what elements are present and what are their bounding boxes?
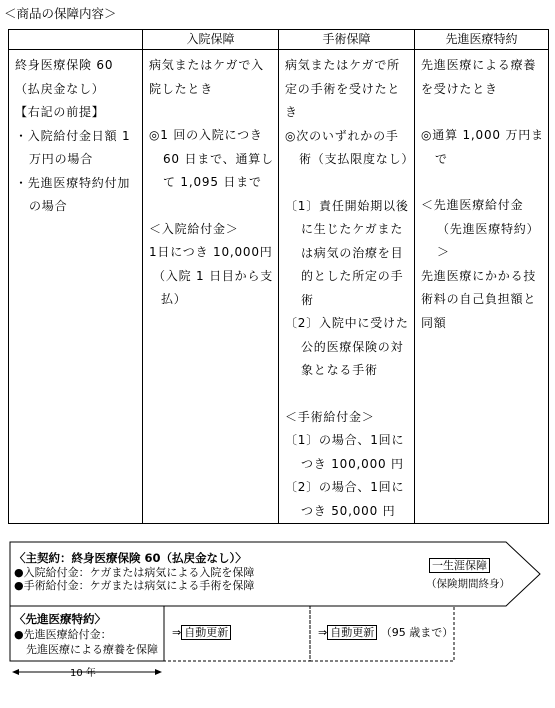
auto-renewal-1 (172, 626, 231, 639)
hosp-benefit-note: （入院 1 日目から支払） (153, 268, 274, 306)
period-arrowhead-left (12, 669, 19, 675)
premise-item: ・入院給付金日額 1 万円の場合 (15, 128, 131, 166)
surgery-condition: 病気またはケガで所定の手術を受けたとき (285, 58, 401, 119)
header-cell-hospitalization: 入院保障 (143, 30, 279, 50)
table-header-row (9, 30, 549, 50)
main-contract-item: ●入院給付金：ケガまたは病気による入院を保障 (14, 565, 255, 579)
header-cell-advanced-medical: 先進医療特約 (415, 30, 549, 50)
surgery-benefit-title: ＜手術給付金＞ (285, 409, 375, 424)
table-row (9, 50, 549, 524)
main-contract-text (14, 552, 254, 593)
hosp-benefit-title: ＜入院給付金＞ (149, 221, 239, 236)
hosp-limit: ◎1 回の入院につき 60 日まで、通算して 1,095 日まで (149, 128, 274, 189)
adv-benefit-detail: 先進医療にかかる技術料の自己負担額と同額 (421, 268, 537, 330)
adv-benefit-title: ＜先進医療給付金（先進医療特約）＞ (421, 198, 540, 259)
product-refund: （払戻金なし） (15, 81, 105, 96)
coverage-table (8, 29, 549, 524)
main-contract-item: ●手術給付金：ケガまたは病気による手術を保障 (14, 579, 255, 592)
main-contract-title: 〈主契約：終身医療保険 60（払戻金なし）〉 (14, 551, 247, 565)
premise-item: ・先進医療特約付加の場合 (15, 175, 131, 213)
arrow-icon: ⇒ (172, 626, 182, 639)
hosp-condition: 病気またはケガで入院したとき (149, 58, 264, 96)
auto-renewal-label: 自動更新 (327, 625, 377, 640)
rider-item-sub: 先進医療による療養を保障 (26, 643, 158, 656)
header-cell-blank (9, 30, 143, 50)
auto-renewal-label: 自動更新 (181, 625, 231, 640)
auto-renewal-note: （95 歳まで） (380, 626, 454, 639)
product-name: 終身医療保険 60 (15, 58, 114, 72)
cell-product (9, 50, 143, 524)
period-arrowhead-right (155, 669, 162, 675)
surgery-any: ◎次のいずれかの手術（支払限度なし） (285, 128, 415, 166)
rider-item: ●先進医療給付金： (14, 628, 112, 641)
rider-title: 〈先進医療特約〉 (14, 612, 106, 626)
header-cell-surgery: 手術保障 (279, 30, 415, 50)
arrow-icon: ⇒ (318, 626, 328, 639)
rider-text (14, 612, 158, 657)
cell-hospitalization (143, 50, 279, 524)
lifetime-coverage-note: （保険期間終身） (426, 578, 510, 590)
period-label: 10 年 (70, 668, 96, 679)
premise-title: 【右記の前提】 (15, 105, 105, 119)
surgery-benefit-1: 〔1〕の場合、1回につき 100,000 円 (285, 433, 405, 471)
surgery-item-2: 〔2〕入院中に受けた公的医療保険の対象となる手術 (285, 316, 409, 377)
adv-condition: 先進医療による療養を受けたとき (421, 58, 537, 96)
surgery-item-1: 〔1〕責任開始期以後に生じたケガまたは病気の治療を目的とした所定の手術 (285, 198, 409, 307)
section-heading: ＜商品の保障内容＞ (4, 6, 117, 21)
lifetime-coverage-label: 一生涯保障 (429, 558, 490, 573)
auto-renewal-2 (318, 626, 453, 639)
hosp-benefit-amount: 1日につき 10,000円 (149, 245, 273, 259)
cell-surgery (279, 50, 415, 524)
cell-advanced-medical (415, 50, 549, 524)
surgery-benefit-2: 〔2〕の場合、1回につき 50,000 円 (285, 480, 405, 518)
adv-limit: ◎通算 1,000 万円まで (421, 128, 544, 166)
